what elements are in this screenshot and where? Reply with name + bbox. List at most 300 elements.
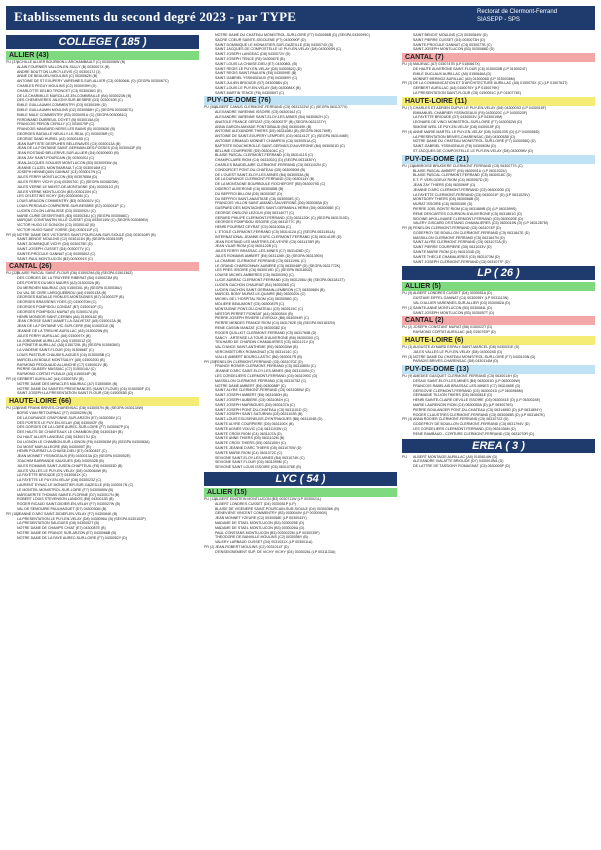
establishment-name: LOUIS PASTEUR CHAUDES-AIGUES (C6) 0150005B (C)	[17, 353, 111, 358]
list-item	[6, 536, 199, 541]
establishment-name: MARIE LAURENCIN RIOM (C4) 0630055A (D) (LP 0630076S)	[413, 403, 513, 408]
list-item	[204, 550, 397, 555]
establishment-name: SAINT ALYRE CLERMONT-FERRAND (C5) 0631085W (D)	[215, 388, 310, 393]
establishment-name: NOTRE DAME DU CHATEAU MONISTROL-SUR-LOIRE (F7) 0430103N (D)	[413, 354, 536, 359]
establishment-name: CHARLES BAUDELAIRE CLERMONT-FERRAND (C5) 0631102N (C)	[215, 162, 327, 167]
list-item	[6, 257, 199, 262]
sector-count	[402, 47, 413, 52]
establishment-list	[402, 455, 595, 469]
establishment-name: HENRI POURRAT CEYRAT (C5) 0631005A (C)	[215, 225, 291, 230]
list-item	[402, 91, 595, 96]
establishment-name: LUCIEN GACHON CHAURIAT (B4) 0630036S (C)	[215, 282, 296, 287]
establishment-name: LUCIEN GACHON SAINT-GERMAIN-LEMBRON (C7) 0630066N (B)	[215, 287, 325, 292]
establishment-name: JEAN ROSTAND LES MARTRES-DE-VEYRE (C5) 0631478R (B)	[215, 239, 320, 244]
establishment-name: SAINTE CROIX THIERS (D5) 0631100H (C)	[215, 441, 286, 446]
establishment-list	[402, 325, 595, 335]
establishment-name: SAINT JOSEPH MARINGUES (D5) 0630107A (C)	[215, 402, 295, 407]
sector-count	[402, 359, 413, 364]
establishment-name: DE LA DURANCE CLERMONT-FERRAND (C5) 0630114Y (B)	[215, 177, 315, 182]
establishment-name: ALEXANDRE VIALATTE BRIOUDE (D7) 0430010N4 (D)	[413, 459, 504, 464]
establishment-name: MOLIERE BEAUMONT (C5) 0630087R (C)	[215, 302, 285, 307]
list-item	[402, 311, 595, 316]
establishment-name: FENELON CLERMONT-FERRAND (C5) 0631074P (D)	[413, 226, 501, 231]
establishment-name: MONTDORY THIERS (D5) 0630068B (D)	[413, 197, 480, 202]
establishment-name: SAINT-JULIEN BRIOUDE (D7) 0430058N (D)	[215, 80, 288, 85]
establishment-name: GODEFROY DE BOUILLON CLERMONT-FERRAND (C5) 0631847E (D)	[413, 230, 530, 235]
establishment-name: DES CHENEVIERES JALIGNY-SUR-BESBRE (D3) 0030010B (C)	[17, 98, 123, 103]
establishment-name: AUGUSTE AYMARD ESPALY-SAINT-MARCEL (D8) 0430031E (D)	[413, 345, 520, 350]
establishment-name: GEORGE SAND HURIEL (A3) 0030018D (C)	[17, 136, 90, 141]
establishment-name: NOTRE DAME DE FRANCE SUR-ARZON (E7) 0430066B (B)	[17, 530, 117, 535]
sector-count	[204, 91, 215, 96]
establishment-name: DIDEROT AUVERGNE (C6) 0630085B (B)	[215, 186, 284, 191]
establishment-name: DU BEFFROI BILLOM (D5) 0630036T (D)	[215, 191, 283, 196]
establishment-name: ALBERT EINSTEIN MONTLUCON (B3) 0030711W (LP 0030021L)	[215, 496, 322, 501]
establishment-name: SAINT JOSEPH CLERMONT-FERRAND (C5) 0631077F (D)	[413, 259, 510, 264]
establishment-name: SAINT BENOIT MOULINS (C2) 0030084W (D)	[413, 33, 488, 37]
establishment-name: GEORGES BATAILLE NEUILLY-LE-REAL (C) 0030036R (C)	[17, 131, 114, 136]
establishment-name: LA CHARME CLERMONT-FERRAND (C5) 0631199L (C)	[215, 258, 306, 263]
establishment-name: JULES FERRY AURILLAC (A6) 0150097X (B)	[17, 333, 91, 338]
establishment-name: SAINT-BENOIT MOULINS (C2) 0030101N (B) (SEGPA 0030103P)	[17, 237, 124, 242]
establishment-name: AMEDEE GASQUET CLERMONT-FERRAND (C5) 0630014H (D)	[413, 374, 518, 379]
establishment-name: HENRI POURRAT LA CHAISE-DIEU (E7) 0430045T (C)	[17, 449, 107, 454]
establishment-name: VERCINGETORIX ROMAGNAT (C5) 0631414C (C)	[215, 350, 298, 354]
list-item	[402, 359, 595, 364]
sector-count	[402, 432, 413, 437]
establishment-name: MARQUE CONSTANTIN VILLE CUSSET (D4) 0030014W (C) (SEGPA 0030896V)	[17, 218, 149, 223]
sector-count	[204, 465, 215, 470]
establishment-name: GODEFROY DE BOUILLON CLERMONT-FERRAND (C5) 0631794V (D)	[413, 422, 530, 427]
establishment-name: JEANNE CLUZEL MONTMARAULT (C3) 0030016M (C)	[17, 165, 107, 170]
establishment-name: LES PRES ISSOIRE (C6) 0630019D (C) (SEGPA 0631803Z)	[215, 268, 313, 273]
establishment-name: DU BEFFROI SAINT-ANASTASE (C6) 0630008S (C)	[215, 196, 300, 201]
sector-count: PR (2)	[204, 544, 215, 549]
establishment-name: BLAISE PASCAL AMBERT (E6) 0630001U (LP 0631032U)	[413, 168, 507, 173]
establishment-name: RENE CASSIN MANZAT (C3) 0630038Z (D)	[215, 326, 286, 331]
establishment-name: SANCY - ARTENSE LA TOUR-D'AUVERGNE (B6) 0630030X (C)	[215, 335, 320, 340]
establishment-name: ANATOLE FRANCE GERZAT (C5) 0630027F (B) (SEGPA 0631337Y)	[215, 119, 327, 124]
establishment-name: PARADIS BRIVES-CHARENSAC (D8) 0430114M (D)	[413, 359, 499, 364]
sector-count: PR (4)	[402, 417, 413, 422]
establishment-name: DE HAUTE AUVERGNE SAINT-FLOUR (C6) 0150030B (LP 0150024T)	[413, 66, 528, 71]
establishment-name: MADAME DE STAEL MONTLUCON (B3) 0030025E (D)	[215, 520, 305, 525]
establishment-name: MARCEL BONY MURAT-LE-QUAIRE (B6) 0630020L (C)	[215, 292, 306, 297]
establishment-name: NOTRE DAME DES MIRACLES MAURIAC (A7) 0150080K (B)	[17, 381, 118, 386]
establishment-name: SAINTE-PROCULE GANNAT (C4) 0030077B (C)	[413, 42, 492, 47]
establishment-name: DES CORDES DE LA TRUYERE RIBERAT (B4) 0150023M (B)	[17, 276, 118, 281]
establishment-list	[204, 497, 397, 555]
organization-name: Rectorat de Clermont-Ferrand	[477, 9, 558, 15]
establishment-name: LAURENT EYNAC LE MONASTIER-SUR-GAZEILLE (E8) 0430017N (C)	[17, 482, 134, 487]
establishment-name: SAINT-LOUIS LE PUY-EN-VELAY (D8) 0430084X (B)	[215, 85, 301, 90]
list-item	[204, 465, 397, 470]
establishment-name: FRANCOIS MANSARD NERIS LES BAINS (B) 0030063K (B)	[17, 127, 116, 132]
establishment-name: VICTOR HUGO SAINT YORRE (D4) 0030111P (C)	[17, 227, 99, 232]
sector-count: PR (3)	[402, 354, 413, 359]
establishment-name: JEAN DE LA FONTAINE VIC-SUR-CERE (B6) 0150031E (B)	[17, 324, 115, 329]
establishment-name: DU MERIDIEN MAURIAC (A3) 0150030L (B) (SEGPA 0150036U)	[17, 285, 122, 290]
sector-count	[402, 464, 413, 469]
establishment-name: MARCELLIN BOULE MONTSALVY (A5) 0150020D (B)	[17, 357, 105, 362]
establishment-name: SAINT-DOMINIQUE VICHY (D4) 0030075E (D)	[17, 242, 93, 247]
establishment-name: SAINT-JOSEPH CUSSET (D4) 0030077V (C)	[17, 247, 90, 252]
establishment-name: MADAME DE STAEL MONTLUCON (B3) 0030026U (D)	[215, 525, 305, 530]
list-item	[402, 330, 595, 335]
establishment-name: NOTRE DAME DU CHATEAU MONISTROL-SUR-LOIRE (F7) 0430058Q (D)	[413, 139, 536, 144]
establishment-list	[402, 33, 595, 52]
establishment-name: JULES VERNE LE MAYET-DE-MONTAGNE (D4) 0030011G (E)	[17, 184, 120, 189]
establishment-name: EMILE DUCLAUX AURILLAC (A5) 0150646A (D)	[413, 71, 492, 76]
establishment-name: CHARLES PEGUY MOULINS (C2) 0030039H (D)	[17, 83, 97, 88]
establishment-name: VALERY LARBAUD CUSSET (D4) 0031031X (LP 0030011A)	[215, 540, 313, 545]
establishment-name: JEAN MONNET YZEURE (C2) 0030058E (LP 0030043Y)	[215, 516, 307, 521]
establishment-name: SEVIGNE SAINT-ELOY-LES-MINES (B4) 0631074K (C)	[215, 455, 305, 460]
establishment-name: ST JACQUES DE COMPOSTELLE LE PUY-EN-VELAY (D8) 0430098V (D)	[413, 148, 533, 153]
establishment-name: FRANCOIS RABELAIS BRASSAC-LES-MINES (C7) 0631065E (D)	[413, 383, 521, 388]
establishment-name: SAINTE AGNES VOLVIC (C4) 0631103W (C)	[215, 426, 288, 431]
department-header: ALLIER (15)	[204, 488, 397, 497]
department-header: ALLIER (43)	[6, 51, 199, 60]
establishment-list	[204, 105, 397, 470]
establishment-name: LA FAYETTE BRIOUDE (D7) 0430061X (C)	[17, 473, 87, 478]
establishment-name: SAINTE-ANNE MONTLUCON (B3) 0030084L (D)	[413, 305, 492, 310]
establishment-name: DU HAUT ALLIER LANGEAC (D8) 0430017U (D)	[17, 434, 96, 439]
establishment-name: ROGER QUILLIOT CLERMONT-FERRAND (C5) 0631765B (D)	[215, 330, 317, 335]
establishment-name: GERARD PHILIPE CLERMONT-FERRAND (C5) 0631120K (C) (SEGPA 0631310D)	[215, 215, 349, 220]
establishment-name: CHAMPCLAIRE RIOM (C4) 0631002Q (D) (SEGPA 0631830Y)	[215, 158, 316, 163]
establishment-name: DE LA CHARMILLE MARCILLAT-EN-COMBRAILLE (B4) 0030023N (B)	[17, 93, 132, 98]
establishment-name: LOUIS ARAGON COMMENTRY (B3) 0030092V (C)	[17, 199, 100, 204]
organization-service: SIASEPP - SPS	[477, 17, 520, 23]
sector-count: PU (22)	[6, 271, 19, 276]
establishment-name: BAPTISTE BOUCHEROLLE SAINT-GERVAIS-D'AUVERGNE (B4) 0630061D (C)	[215, 143, 345, 148]
establishment-name: BLAISE DE VIGENERE SAINT-POURCAIN-SUR-SIOULE (D4) 0030036K (B)	[215, 506, 340, 511]
establishment-name: THEODORE DE BANVILLE MOULINS (C2) 0030056Y (B)	[215, 535, 309, 540]
establishment-name: JEAN-ROBERT MOULINS (C2) 0031014T (D)	[215, 544, 289, 549]
establishment-name: LOUISE MICHEL AMBIERES (C5) 0630039Q (C)	[215, 273, 294, 278]
establishment-name: GERBERT AURILLAC (A4) 0150076Y (LP 0150079K)	[413, 86, 499, 91]
establishment-name: SEVIGNE SAINT LOUIS ISSOIRE (C6) 0631076E (B)	[215, 465, 302, 470]
sector-count: PU (37)	[6, 60, 19, 64]
establishment-name: JULES ROMAINS AMBERT (E6) 0631126K (D) (SEGPA 0631390X)	[215, 254, 324, 259]
establishment-name: EMILE GUILLAUMIN COMMENTRY (D3) 0030039K (D)	[17, 103, 107, 108]
establishment-name: PIERRE GILBERY MASSIAC (C7) 0150014U (C)	[17, 367, 96, 372]
sector-count: PU	[402, 454, 407, 459]
establishment-name: MONTAIGNE PONT-DU-CHATEAU (C5) 0630115C (C)	[215, 306, 304, 311]
establishment-name: VAL D'ANCE SAINT-ANTHEME (E6) 0630034W (B)	[215, 345, 298, 350]
establishment-name: ANNA GARCIN-MAYADE PONTGIBAUD (B4) 0630049K (B)	[215, 124, 312, 129]
establishment-name: BLAISE PASCAL SAINT-FLOUR (D6) 0150029A (B) (SEGPA 0150136Z)	[17, 271, 133, 276]
establishment-name: ALEXANDRE VARENNE SAINT-ELOY-LES-MINES (B4) 0630062H (C)	[215, 114, 329, 119]
establishment-list	[6, 271, 199, 396]
establishment-name: LA JORDANNE AURILLAC (A4) 0150001Z (D)	[17, 338, 92, 343]
establishment-name: BELLIME COURPIERE (D5) 0630104C (C)	[215, 148, 285, 153]
establishment-name: ROGER CLAUSTRES CLERMONT-FERRAND (C5) 0630065B (D) (LP 0631847K)	[413, 412, 545, 417]
establishment-name: ANNE FRANK BRIVES-CHARENSAC (D8) 0430057N (B) (SEGPA 0430134W)	[17, 406, 144, 411]
list-item	[402, 47, 595, 52]
establishment-name: SAINT REGIS LE PUY-EN-VELAY (D8) 0430062Q (D)	[215, 66, 302, 71]
list-item	[402, 464, 595, 469]
establishment-name: SAINT JOSEPH-LA PRESENTATION SAINT FLOUR (C8) 0150053B (D)	[17, 391, 133, 396]
sector-count	[402, 91, 413, 96]
establishment-name: JEANNE D'ARC SAINT-ELOY-LES-MINES (B4) 0631100N (C)	[215, 369, 315, 374]
establishment-name: DE LATTRE DE TASSIGNY ROMAGNAT (C5) 0630005P (D)	[413, 464, 510, 469]
type-block-title: COLLEGE ( 185 )	[6, 35, 199, 49]
establishment-name: SAINT-JOSEPH MONTLUCON (B3) 0030057T (D)	[413, 310, 495, 315]
establishment-name: VAL DE SEMOUIRE PAULHAGUET (D7) 0430030M (B)	[17, 506, 107, 511]
establishment-name: JEAN DE LA FONTAINE SAINT-GERMAIN-DES-FOSSES (D4) 0030043F (B)	[17, 146, 141, 151]
establishment-name: GASPARD DES MONTAGNES SAINT-GERMAIN-L'HERM (D6) 0630056E (C)	[215, 206, 340, 211]
department-header: HAUTE-LOIRE (11)	[402, 97, 595, 106]
establishment-name: BLAISE PASCAL CLERMONT-FERRAND (C5) 0630018C (D)	[413, 173, 512, 178]
column-middle	[204, 33, 397, 554]
sector-count	[204, 550, 215, 555]
establishment-name: SAINTE ANNE THIERS (D5) 0631102M (B)	[215, 436, 285, 441]
sector-count: PU (3)	[402, 345, 413, 350]
establishment-name: FRANCOIS VILLON SAINT-AMAND-SAUVERGNE (D6) 0630083A (D)	[215, 201, 328, 206]
sector-count	[402, 149, 413, 154]
sector-count: PU (4)	[402, 62, 413, 67]
establishment-name: NOTRE DAME DE LA FAYE AUREC-SUR-LOIRE (F7) 0430052Y (D)	[17, 535, 128, 540]
establishment-list	[402, 164, 595, 265]
type-block-title: EREA ( 3 )	[402, 439, 595, 453]
establishment-name: EMMANUEL CHABRIER YSSINGEAUX (F8) 0430020C (LP 0430020F)	[413, 110, 528, 115]
department-header: PUY-DE-DOME (13)	[402, 365, 595, 374]
establishment-name: SAINT JOSEPH TENCE (F8) 0430087E (B)	[215, 56, 285, 61]
establishment-name: GEORGES POMPIDOU CONDAT (B7) 0150010F (C)	[17, 305, 103, 310]
establishment-name: NOTRE DAME DU SAINTES PREVENANCES (SAINT-FLOUR) (C6) 0150050F (D)	[17, 386, 150, 391]
establishment-name: LES CORDELIERS CLERMONT-FERRAND (C5) 0631036M (D)	[413, 427, 516, 431]
establishment-list	[6, 60, 199, 261]
establishment-name: RENE RAMBAUD - CORTURE CLERMONT-FERRAND (C5) 0631070R (D)	[413, 431, 534, 436]
establishment-name: SAINT PIERRE CUSSET (D4) 0030073H (D)	[413, 37, 485, 42]
sector-count: PR (4)	[402, 129, 413, 134]
establishment-name: GEORGES BRASSENS YDES (C) 0150070M (C)	[17, 300, 97, 305]
establishment-name: EMILE MALE COMMENTRY (B3) 0030091U (C) (SEGPA 0030081C)	[17, 112, 128, 117]
establishment-name: RENE DESCARTES COURNON-D'AUVERGNE (C5) 0631861G (D)	[413, 211, 522, 216]
establishment-name: LA PRESENTATION SAINT-FLOUR (C6) 0150051C (LP 0150774E)	[413, 90, 522, 95]
page-title: Etablissements du second degré 2023 - par TYPE	[14, 9, 297, 24]
establishment-name: JEAN CROISE SAINT-MAMET-LA-SALVETAT (A5) 0150012A (B)	[17, 319, 122, 324]
establishment-name: GEORGES BATAILLE RIOM-ES-MONTAGNES (B7) 0150037P (B)	[17, 295, 124, 300]
sector-count: PU (5)	[402, 291, 413, 296]
department-header: HAUTE-LOIRE (6)	[402, 336, 595, 345]
establishment-name: LA PRESENTATION LE PUY-EN-VELAY (D8) 0430096U (B) (SEGPA 0430102P)	[17, 516, 146, 521]
list-item	[402, 432, 595, 437]
establishment-name: SAINTE MARIE RIOM (C4) 0631034D (D)	[413, 250, 481, 255]
establishment-name: JEAN ZAY THIERS (D5) 0630069F (D)	[413, 182, 476, 187]
establishment-name: SAINT JOSEPH PONT-DU-CHATEAU (C5) 0631101D (C)	[215, 407, 308, 412]
department-header: PUY-DE-DOME (21)	[402, 155, 595, 164]
establishment-name: SAINT-LOUIS EGLISENEUVE-D'ENTRAIGUES (B6) 0631104B (D)	[215, 417, 323, 422]
establishment-name: L' ETOILE CLERMONT-FERRAND (C5) 0631412A (C) (SEGPA 0631451A)	[215, 230, 335, 235]
establishment-name: SIDOINE APOLLINAIRE CLERMONT-FERRAND (C5) 0630020E (D)	[413, 216, 524, 221]
establishment-name: DES GORGES DE LA LOIRE AUREC-SUR-LOIRE (F7) 0430087P (D)	[17, 425, 130, 430]
sector-count: PR (3)	[402, 81, 413, 86]
establishment-name: SAINT JOSEPH AMBERT (E6) 0631080H (B)	[215, 393, 288, 398]
establishment-name: GERMAINE TILLION THIERS (D5) 0630061E (D)	[413, 393, 493, 398]
establishment-name: JULES VALLES LE PUY-EN-VELAY (D8) 0430064W (B)	[17, 468, 107, 473]
establishment-name: DE LA DURANCE CRAPONNE-SUR-ARZON (E7) 0430036V (C)	[17, 415, 122, 420]
establishment-name: RAYMOND PEDOUAUD ALLANCHE (C7) 0150001V (B)	[17, 362, 108, 367]
establishment-name: DES PORTES DU MIDI MAURS (A3) 0150032A (B)	[17, 281, 100, 286]
establishment-list	[204, 33, 397, 95]
sector-count: PU (9)	[402, 374, 413, 379]
establishment-name: ANTOINE ALEXANDRE THIERS (D5) 0631108U (B) (SEGPA 0631789R)	[215, 129, 332, 134]
sector-count: PR (8)	[402, 226, 413, 231]
establishment-list	[402, 106, 595, 154]
establishment-name: PIERRE BOULANGER PONT-DU-CHATEAU (C5) 0631465D (D) (LP 0631894Y)	[413, 407, 542, 412]
establishment-name: MAURIAC (A7) 0150747B (LP 0150667X)	[413, 62, 480, 67]
establishment-name: ALAIN FOURNIER VALLON-EN-SULLY (B) 0030007X (B)	[17, 64, 110, 69]
establishment-name: ROBERT LOUIS STEVENSON LANDOS (E8) 0430012B (B)	[17, 497, 114, 502]
sector-count: PR (4)	[6, 377, 17, 381]
establishment-name: SAINT-GABRIEL YSSINGEAUX (F8) 0430069Y (C)	[215, 76, 298, 81]
establishment-name: VIALLE AMBERT BOURG-LASTIC (B6) 0630017R (B)	[215, 354, 302, 359]
establishment-name: JEANNE DE LA TREILHE AURILLAC (A5) 0150029N (B)	[17, 329, 109, 334]
establishment-name: MICHEL DE L'HOSPITAL RIOM (C4) 0630058G (C)	[215, 297, 298, 302]
establishment-name: SAINT JACQUES DE COMPOSTELLE LE PUY-EN-VELAY (D8) 0430093N (C)	[215, 47, 342, 52]
establishment-name: VAL D'ALLIER VARENNES-SUR-ALLIER (D3) 0030082A (D)	[413, 301, 511, 306]
sector-count: PR (20)	[204, 359, 217, 364]
establishment-name: PIERRE MENDES FRANCE RIOM (C4) 0631762E (B) (SEGPA 0631832N)	[215, 321, 335, 326]
department-header: CANTAL (7)	[402, 53, 595, 62]
establishment-name: JEAN MONNET YSSINGEAUX (F8) 0430013A (D) (SEGPA 0430052E)	[17, 454, 131, 459]
establishment-name: RAYMOND CORTAT AURILLAC (A4) 0150792P (D)	[413, 330, 496, 335]
sector-count	[6, 391, 17, 396]
establishment-name: SAINT PIERRE COURPIERE (D5) 0631033V (D)	[413, 245, 492, 250]
establishment-name: SAINTE MARIE RIOM (C4) 0631072C (C)	[215, 450, 283, 455]
establishment-name: HENRI SAINTE-CLAIRE DEVILLE ISSOIRE (C6) 0630041E (D) (LP 0630024E)	[413, 398, 541, 403]
establishment-list	[402, 345, 595, 364]
establishment-name: LOUIS PERGAUD COMPIERRE-SUR-BESBRE (E2) 0030011P (C)	[17, 203, 125, 208]
establishment-name: NOTRE DAME AMBERT (E6) 0630088P (C)	[215, 383, 286, 388]
establishment-name: LUCIEN COLON LAPALISSE (D3) 0030092U (C)	[17, 208, 96, 213]
establishment-name: NOTRE DAME DES VICTOIRES SAINT-POURCAIN-SUR-SIOULE (D4) 0030104R (B)	[17, 232, 156, 237]
establishment-name: JULES ROMAINS SAINT-JUSEN-CHAPTEUIL (F8) 0430053D (B)	[17, 463, 123, 468]
establishment-name: LA VIADENE SAINT-FLOUR (C6) 0150666T (C)	[17, 348, 94, 353]
establishment-name: FERDINAND DUBREUIL DOYET (B) 0030015A (D)	[17, 117, 100, 122]
type-block-title: LYC ( 54 )	[204, 472, 397, 486]
establishment-name: SAINT-MARTIN TENCE (F8) 0430069T (C)	[215, 90, 285, 95]
establishment-name: AMBROISE BRUGIERE CLERMONT-FERRAND (C5) 0630077S (C)	[413, 163, 523, 168]
establishment-name: PIERRE JOEL BONTE RIOM (C4) 0631889B (D) (LP 0631599S)	[413, 206, 517, 211]
sector-count: PU (13)	[402, 163, 415, 168]
organization-info	[477, 8, 587, 24]
sector-count	[6, 536, 17, 541]
establishment-name: BORIS VIAN RETOURNAC (F7) 0430029N (B)	[17, 410, 93, 415]
column-college	[6, 33, 199, 541]
establishment-name: DE LA COMMUNICATION ET D'ARCHITECTURE AURILLAC (A5) 0150075X (C) (LP 0150763T)	[413, 81, 568, 86]
establishment-name: GERBERT AURILLAC (A4) 0150078V (B)	[17, 377, 84, 381]
establishment-name: LE MONTEIL MONISTROL-SUR-LOIRE (F7) 0430069W (B)	[17, 487, 114, 492]
establishment-name: ALEXANDRE VARENNE ISSOIRE (C5) 0630016J (C)	[215, 110, 302, 115]
establishment-name: DU MONT MAR ALLEGRE (B8) 0430005T (B)	[17, 444, 91, 449]
establishment-name: JULES FERRY BRASSAC-LES-MINES (C7) 0631428D (C)	[215, 249, 310, 254]
establishment-list	[402, 374, 595, 436]
establishment-name: ANTOINE DE ST EXUPERY VARENNES-SUR-ALLIER (C3) 0030064L (0) (CEGPA 0030067C)	[17, 79, 169, 84]
establishment-name: PIERRE-JOSEPH RIVIERE LEVROUX (B6) 0630094R (C)	[215, 316, 309, 321]
establishment-name: D'ENSEIGNEMENT SUP. DE VICHY VICHY (D4) 0030026L (LP 0031133A)	[215, 549, 336, 554]
list-item	[402, 260, 595, 265]
establishment-name: CHARLES ET ADRIEN DUPUY LE PUY-EN-VELAY (D8) 0430003G (LP 0430016F)	[413, 105, 547, 110]
establishment-name: DES PORTES LE PUY-EN-VELAY (D8) 0430002F (B)	[17, 420, 104, 425]
establishment-name: GUSTAVE EIFFEL GANNAT (C4) 0030095Y (LP 0031113N)	[413, 296, 509, 301]
establishment-name: DES HAUTS DE CHANTEAUX LE CHAMBON (E8) 0430034H (B)	[17, 430, 123, 435]
establishment-name: SAINTE JEANNE D'ARC THIERS (D5) 0631070W (D)	[215, 445, 302, 450]
establishment-name: JOSEPH HENNEQUIN GANNAT (C4) 0030017N (C)	[17, 170, 102, 175]
establishment-name: CONDORCET PONT-DU-CHATEAU (D5) 0630050M (B)	[215, 167, 306, 172]
establishment-name: GEORGE ONSLOW LEZOUX (D5) 0631407T (C)	[215, 210, 295, 215]
establishment-name: NESTOR PERRET PIONSAT (A4) 0630054X (B)	[215, 311, 293, 316]
establishment-name: VALERY GISCARD D'ESTAING CHAMALIERES (C5) 0630015N (D) (LP 0631287M)	[413, 221, 548, 226]
establishment-name: SAINT-JOSEPH MONTLUCON (B3) 0030088D (D)	[413, 47, 495, 52]
establishment-name: JEAN ROSTAND BELLERIVE-SUR-ALLIER (D4) 0030060D (B)	[17, 151, 119, 156]
establishment-name: SAINT JOSEPH LANGEAC (D8) 0430072V (D)	[215, 52, 291, 57]
establishment-name: EMILE GUILLAUMIN MOULINS (D2) 0030088H (C) (SEGPA 0030087G)	[17, 107, 133, 112]
column-right	[402, 33, 595, 469]
sector-count	[6, 257, 17, 262]
establishment-name: JEAN-JACQUES SOULIER MONTLUCON (B3) 0030093W (A)	[17, 160, 118, 165]
sector-count: PR (6)	[6, 232, 17, 237]
sector-count: PR (18)	[6, 511, 19, 516]
establishment-name: JULES VALLES LE PUY-EN-VELAY (D8) 0430024D (D)	[413, 349, 503, 354]
department-header: CANTAL (2)	[402, 316, 595, 325]
sector-count: PR (1)	[402, 305, 413, 310]
establishment-name: ALBERT MONTAIGE AURILLAC (A5) 0150614W (D)	[413, 454, 498, 459]
establishment-name: JEAN VILAR RIOM (C4) 0631122B (C)	[215, 244, 278, 249]
establishment-name: DU VAL DE CERE LAROQUEBROU (A4) 0150013A (B)	[17, 290, 107, 295]
establishment-name: VICTOR HUGO LE DONJON (C3) 0030014Z (B)	[17, 223, 95, 228]
establishment-name: DE L'OUEST SAINT-ELOY-LES-MINES (B4) 0630053A (B)	[215, 172, 310, 177]
establishment-name: LEONARD DE VINCI MONISTROL-SUR-LOIRE (F7) 0430052W (D)	[413, 120, 523, 125]
establishment-name: MARIE CURIE DESERTINES (B3) 0030034U (C) (SEGPA 0030088C)	[17, 213, 129, 218]
department-header: CANTAL (26)	[6, 262, 199, 271]
establishment-name: MURAT ISSOIRE (C6) 0630045K (D)	[413, 202, 473, 207]
establishment-name: SAINTE CROIX RIOM (C4) 0631107A (D)	[215, 431, 282, 436]
establishment-name: SAINT REGIS SAINT-PAULIEN (E8) 0430099E (B)	[215, 71, 297, 76]
establishment-name: LUCIE AUBRAC CLERMONT-FERRAND (C5) 0631206U (B) (SEGPA 0631813T)	[215, 278, 345, 283]
department-header: PUY-DE-DOME (76)	[204, 96, 397, 105]
establishment-name: LA PRESENTATION BRIVES-CHARENSAC (D8) 0430053B (D)	[413, 134, 515, 139]
establishment-name: SAINT JOSEPH AUBIERE (C5) 0631081H (C)	[215, 397, 290, 402]
establishment-name: MONNET MERMOZ AURILLAC (A5) 0150006D (LP 0150036M)	[413, 76, 515, 81]
establishment-name: DE LA MONTAGNE BOURBOULE ROCHEFORT (B5) 0630079D (C)	[215, 182, 326, 187]
list-item	[402, 149, 595, 154]
establishment-name: SAINT DOMINIQUE LE MONASTIER-SUR-GAZEILLE (E8) 0430074X (D)	[215, 42, 334, 47]
establishment-name: INTERNATIONAL JEANNE D'ARC CLERMONT-FERRAND (C5) 0631410R (D)	[215, 234, 342, 239]
establishment-name: GEORGES POMPIDOU ISSOIRE (C6) 0631077C (B)	[215, 220, 301, 225]
establishment-name: RAYMOND CORTAT PLEAUX (A3) 0150034P (B)	[17, 372, 97, 377]
establishment-name: SIMONE WEIL LE PUY-EN-VELAY (D8) 0430015F (D)	[413, 124, 501, 129]
establishment-name: ACHILLE ALLIER BOURBON-L'ARCHAMBAULT (C) 0030006W (B)	[17, 60, 126, 64]
establishment-name: HENRI MONDOR SAINT-CERNIN (A6) 0150018Z (B)	[17, 314, 103, 319]
establishment-name: CHARLOTTE DELBO TRONCET (C3) 0030036G (E)	[17, 88, 102, 93]
establishment-name: FRANCOIS PERON CERILLY (C) 0030075P (C)	[17, 122, 95, 127]
establishment-name: JULES FERRY MONTLUCON (B3) 0030765M (D)	[17, 175, 98, 180]
establishment-name: SACRE COEUR SAINTE-SIGOLENE (F7) 0430090F (D)	[215, 37, 306, 42]
establishment-name: ANTOINE GRIMAUD MONNET CHAMPEIX (C6) 0630051A (C)	[215, 138, 317, 143]
sector-count: PU (7)	[402, 105, 413, 110]
establishment-name: ANTOINE DE SAINT-EXUPERY LEMPDES (C5) 0631412T (C) (SEGPA 0631446E)	[215, 134, 349, 139]
establishment-name: LA FAYETTE CLERMONT-FERRAND (C5) 0630021F (D) (LP 0631025V)	[413, 192, 530, 197]
list-item	[6, 391, 199, 396]
establishment-name: LES CELESTINS VICHY (D4) 0030040M (C)	[17, 194, 89, 199]
establishment-name: E.T. P. VERLOGEUX RIOM (C4) 0630057D (D)	[413, 178, 489, 183]
establishment-name: LA FAYETTE LE PUY-EN-VELAY (D8) 0430023Z (C)	[17, 478, 102, 483]
establishment-name: SAINT ALYRE CLERMONT-FERRAND (C5) 0631072A (D)	[413, 240, 507, 245]
